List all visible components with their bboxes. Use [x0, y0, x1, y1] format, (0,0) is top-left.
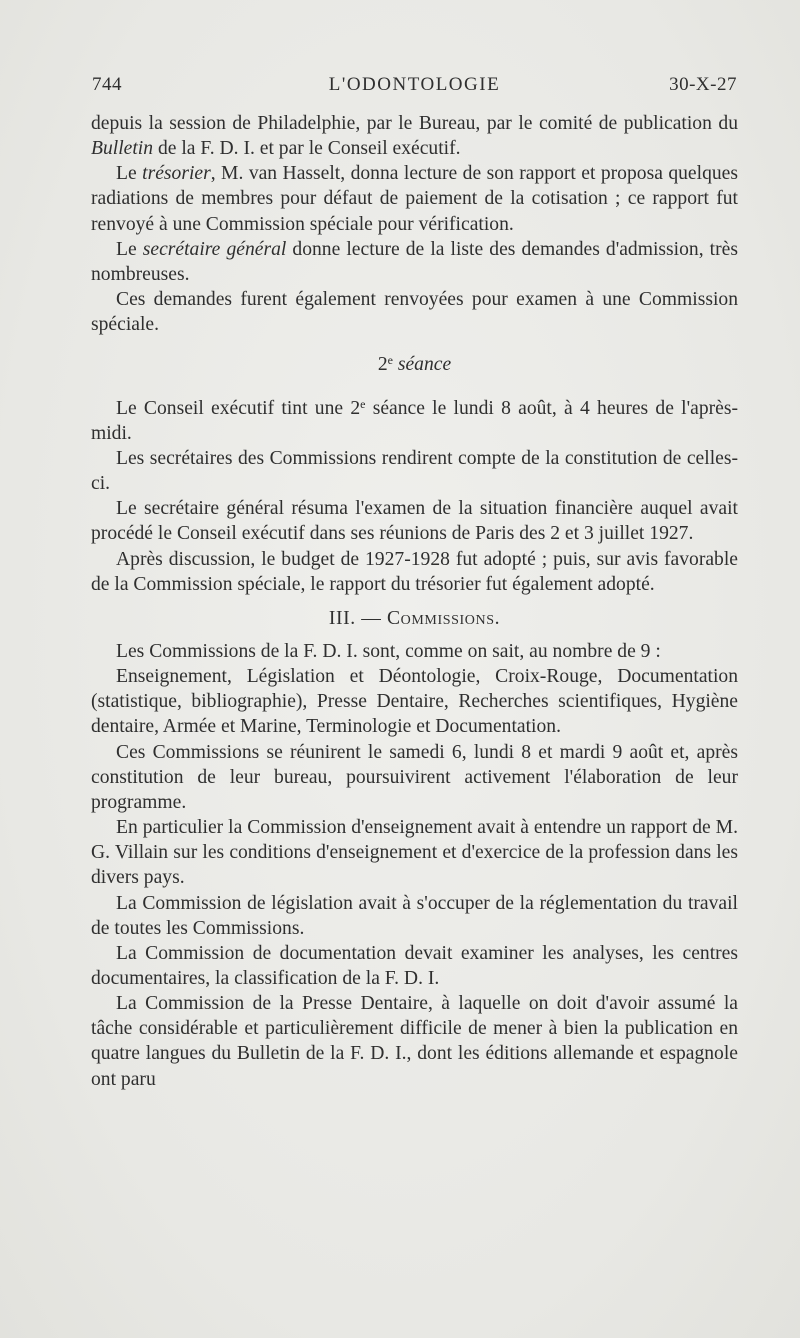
running-header: [92, 74, 737, 104]
body-text: [91, 111, 738, 1092]
paragraph: [91, 111, 738, 161]
paragraph: Les Commissions de la F. D. I. sont, comme on sait, au nombre de 9 :: [116, 640, 661, 662]
paragraph: Le secrétaire général résuma l'examen de la situation financière auquel avait procédé le Conseil exécutif dans ses réunions de Paris des 2 et 3 juillet 1927.: [91, 498, 738, 545]
paragraph: Enseignement, Législation et Déontologie, Croix-Rouge, Documentation (statistique, bibliographie), Presse Dentaire, Recherches scientifiques, Hygiène dentaire, Armée et Marine, Terminologie et Documentation.: [91, 666, 738, 738]
issue-date: 30-X-27: [669, 74, 737, 95]
paragraph: En particulier la Commission d'enseignement avait à entendre un rapport de M. G. Villain sur les conditions d'enseignement et d'exercice de la profession dans les divers pays.: [91, 817, 738, 889]
superscript: e: [387, 353, 393, 368]
page-number: 744: [92, 74, 122, 95]
text-run: Le: [116, 238, 143, 260]
section-heading: [91, 606, 738, 631]
text-run: depuis la session de Philadelphie, par le Bureau, par le comité de publication du: [91, 113, 738, 134]
superscript: e: [360, 396, 366, 411]
italic-term: trésorier: [142, 163, 211, 185]
paragraph: Après discussion, le budget de 1927-1928 fut adopté ; puis, sur avis favorable de la Commission spéciale, le rapport du trésorier fut également adopté.: [91, 548, 738, 595]
session-number: 2: [377, 354, 388, 376]
paragraph: La Commission de la Presse Dentaire, à laquelle on doit d'avoir assumé la tâche considérable et particulièrement difficile de mener à bien la publication en quatre langues du Bulletin de la F. D. I., dont les éditions allemande et espagnole ont paru: [91, 993, 738, 1090]
text-run: Le: [116, 163, 143, 185]
journal-title: L'ODONTOLOGIE: [328, 74, 501, 95]
paragraph: La Commission de documentation devait examiner les analyses, les centres documentaires, la classification de la F. D. I.: [91, 942, 738, 989]
paragraph: [91, 396, 738, 446]
section-title: Commissions.: [387, 607, 501, 629]
text-run: de la F. D. I. et par le Conseil exécutif.: [153, 138, 461, 160]
italic-title: Bulletin: [91, 138, 154, 160]
paragraph: Ces Commissions se réunirent le samedi 6, lundi 8 et mardi 9 août et, après constitution de leur bureau, poursuivirent activement l'élaboration de leur programme.: [91, 741, 738, 813]
paragraph: La Commission de législation avait à s'occuper de la réglementation du travail de toutes les Commissions.: [91, 892, 738, 939]
text-run: donne lecture de la liste des demandes d'admission, très nombreuses.: [91, 238, 738, 285]
paragraph: [91, 161, 738, 236]
session-label: séance: [392, 354, 452, 376]
text-run: Le Conseil exécutif tint une 2: [116, 397, 361, 419]
paragraph: Ces demandes furent également renvoyées pour examen à une Commission spéciale.: [91, 289, 738, 336]
text-run: , M. van Hasselt, donna lecture de son rapport et proposa quelques radiations de membres pour défaut de paiement de la cotisation ; ce rapport fut renvoyé à une Commission spéciale pour vérification.: [91, 163, 738, 235]
paragraph: [91, 237, 738, 287]
italic-term: secrétaire général: [142, 238, 287, 260]
session-heading: [91, 352, 738, 377]
paragraph: Les secrétaires des Commissions rendirent compte de la constitution de celles-ci.: [91, 447, 738, 495]
section-number: III. —: [328, 607, 387, 629]
text-run: séance le lundi 8 août, à 4 heures de l'après-midi.: [91, 397, 738, 444]
